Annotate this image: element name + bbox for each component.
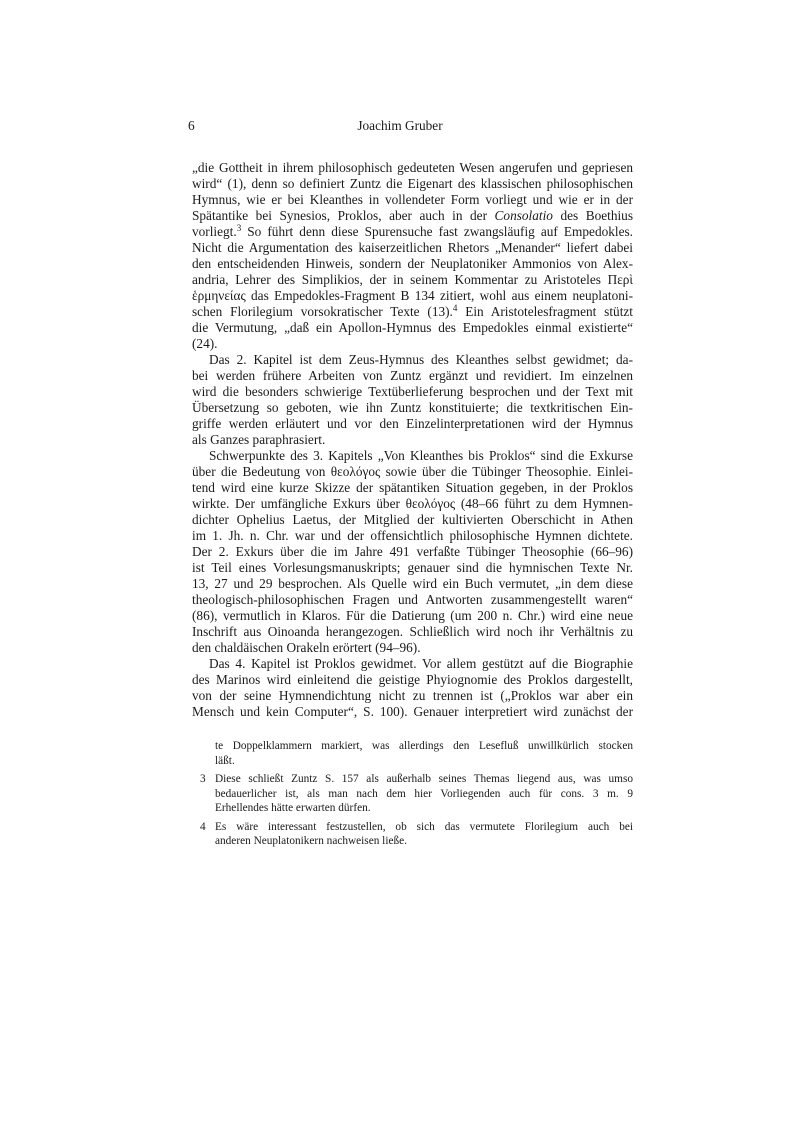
text-line: wird“ (1), denn so definiert Zuntz die Eigenart des klassischen philosophischen — [192, 176, 633, 191]
footnotes — [200, 739, 633, 853]
footnote-reference: 4 — [452, 304, 458, 313]
paragraph — [192, 656, 633, 720]
text-line — [192, 208, 633, 224]
text-line: griffe werden erläutert und vor den Einzelinterpretationen wird der Hymnus — [192, 416, 633, 431]
text-line: Der 2. Exkurs über die im Jahre 491 verfaßte Tübinger Theosophie (66–96) — [192, 544, 633, 559]
text-segment: schen Florilegium vorsokratischer Texte (13). — [192, 304, 453, 319]
footnote-line: te Doppelklammern markiert, was allerdings den Lesefluß unwillkürlich stocken — [215, 740, 633, 752]
footnote-line: Erhellendes hätte erwarten dürfen. — [215, 802, 371, 814]
text-line: von der seine Hymnendichtung nicht zu trennen ist („Proklos war aber ein — [192, 688, 633, 703]
footnote-number: 3 — [200, 773, 206, 785]
text-line: Nicht die Argumentation des kaiserzeitlichen Rhetors „Menander“ liefert dabei — [192, 240, 633, 255]
text-line: (86), vermutlich in Klaros. Für die Datierung (um 200 n. Chr.) wird eine neue — [192, 608, 633, 623]
text-line: Mensch und kein Computer“, S. 100). Genauer interpretiert wird zunächst der — [192, 704, 633, 719]
text-line: im 1. Jh. n. Chr. war und der offensichtlich philosophische Hymnen dichtete. — [192, 528, 633, 543]
footnote-line: Diese schließt Zuntz S. 157 als außerhalb seines Themas liegend aus, was umso — [215, 773, 633, 785]
text-line: dichter Ophelius Laetus, der Mitglied der kultivierten Oberschicht in Athen — [192, 512, 633, 527]
footnote-line: anderen Neuplatonikern nachweisen ließe. — [215, 835, 407, 847]
paragraph — [192, 448, 633, 656]
text-line: wird die besonders schwierige Textüberlieferung besprochen und der Text mit — [192, 384, 633, 399]
text-line: Das 4. Kapitel ist Proklos gewidmet. Vor allem gestützt auf die Biographie — [209, 656, 633, 671]
text-line: Übersetzung so geboten, wie ihn Zuntz konstituierte; die textkritischen Ein- — [192, 400, 633, 415]
text-line: andria, Lehrer des Simplikios, der in seinem Kommentar zu Aristoteles Περὶ — [192, 272, 633, 287]
text-segment: So führt denn diese Spurensuche fast zwangsläufig auf Empedokles. — [241, 224, 633, 239]
text-line: Hymnus, wie er bei Kleanthes in vollendeter Form vorliegt und wie er in der — [192, 192, 633, 207]
text-line: Das 2. Kapitel ist dem Zeus-Hymnus des Kleanthes selbst gewidmet; da- — [209, 352, 633, 367]
text-line — [192, 224, 633, 240]
paragraph — [192, 160, 633, 352]
text-line: tend wird eine kurze Skizze der spätantiken Situation gegeben, in der Proklos — [192, 480, 633, 495]
text-line: „die Gottheit in ihrem philosophisch gedeuteten Wesen angerufen und gepriesen — [192, 160, 633, 175]
footnote — [200, 772, 633, 816]
text-line: theologisch-philosophischen Fragen und Antworten zusammengestellt waren“ — [192, 592, 633, 607]
text-line: den chaldäischen Orakeln erörtert (94–96). — [192, 640, 421, 655]
text-line: (24). — [192, 336, 218, 351]
text-line: als Ganzes paraphrasiert. — [192, 432, 326, 447]
text-line — [192, 304, 633, 320]
text-line: über die Bedeutung von θεολόγος sowie über die Tübinger Theosophie. Einlei- — [192, 464, 633, 479]
footnote-line: läßt. — [215, 754, 235, 767]
page-number: 6 — [188, 118, 195, 133]
text-line: des Marinos wird einleitend die geistige Phyiognomie des Proklos dargestellt, — [192, 672, 633, 687]
footnote-line: bedauerlicher ist, als man nach dem hier Vorliegenden auch für cons. 3 m. 9 — [215, 787, 633, 800]
footnote-line: Es wäre interessant festzustellen, ob sich das vermutete Florilegium auch bei — [215, 820, 633, 833]
text-line: bei werden frühere Arbeiten von Zuntz ergänzt und revidiert. Im einzelnen — [192, 368, 633, 383]
text-line: ist Teil eines Vorlesungsmanuskripts; genauer sind die hymnischen Texte Nr. — [192, 560, 633, 575]
text-line: den entscheidenden Hinweis, sondern der Neuplatoniker Ammonios von Alex- — [192, 256, 633, 271]
text-line: Schwerpunkte des 3. Kapitels „Von Kleanthes bis Proklos“ sind die Exkurse — [209, 448, 633, 463]
text-segment: vorliegt. — [192, 224, 237, 239]
body-text — [192, 160, 633, 720]
text-line: 13, 27 und 29 besprochen. Als Quelle wird ein Buch vermutet, „in dem diese — [192, 576, 633, 591]
footnote-reference: 3 — [236, 224, 242, 233]
text-segment: des Boethius — [552, 208, 633, 223]
paragraph — [192, 352, 633, 448]
text-line: die Vermutung, „daß ein Apollon-Hymnus des Empedokles einmal existierte“ — [192, 320, 633, 335]
text-segment: Ein Aristotelesfragment stützt — [457, 304, 633, 319]
footnote — [200, 820, 633, 849]
footnote — [200, 739, 633, 768]
italic-text: Consolatio — [494, 208, 553, 223]
text-line: wirkte. Der umfängliche Exkurs über θεολόγος (48–66 führt zu dem Hymnen- — [192, 496, 633, 511]
running-header-author: Joachim Gruber — [357, 118, 443, 133]
text-line: Inschrift aus Oinoanda herangezogen. Schließlich wird noch ihr Verhältnis zu — [192, 624, 633, 639]
text-segment: Spätantike bei Synesios, Proklos, aber auch in der — [192, 208, 495, 223]
footnote-number: 4 — [200, 820, 206, 833]
text-line: ἑρμηνείας das Empedokles-Fragment B 134 zitiert, wohl aus einem neuplatoni- — [192, 288, 633, 303]
